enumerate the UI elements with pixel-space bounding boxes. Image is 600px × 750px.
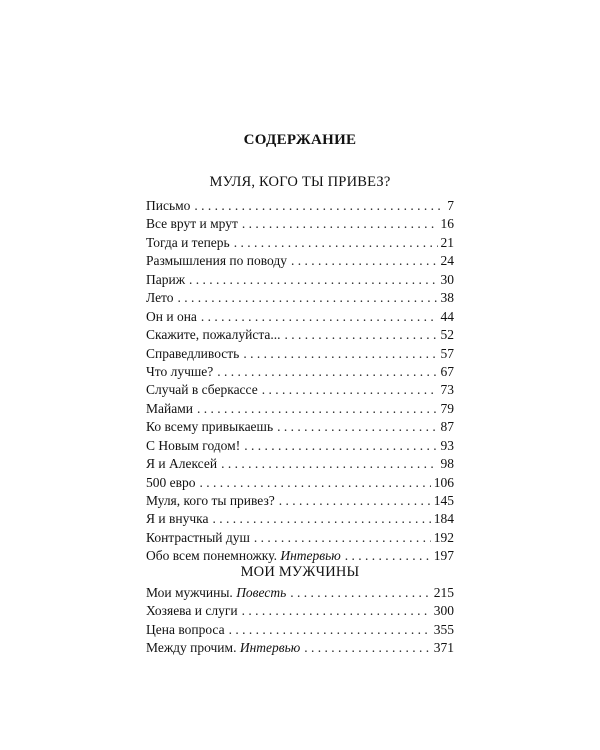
toc-entry-title: [146, 602, 238, 620]
toc-entry-page-number: 371: [433, 640, 454, 656]
dot-leader: [285, 326, 438, 344]
dot-leader: [290, 584, 431, 602]
toc-entry-title: [146, 418, 273, 436]
toc-entry-title-text: С Новым годом!: [146, 437, 241, 453]
toc-entry-page-number: 98: [440, 456, 454, 472]
toc-entry: [146, 529, 454, 547]
toc-entry-title: [146, 308, 197, 326]
dot-leader: [277, 418, 437, 436]
dot-leader: [345, 547, 431, 565]
toc-entry-title-text: Я и внучка: [146, 511, 209, 527]
contents-heading: СОДЕРЖАНИЕ: [243, 132, 357, 148]
toc-entry-title: [146, 289, 174, 307]
toc-entry-page-number: 184: [433, 511, 454, 527]
toc-entry: [146, 510, 454, 528]
toc-entry: [146, 197, 454, 215]
toc-entry-title: [146, 639, 300, 657]
toc-entry-title: [146, 621, 225, 639]
toc-entry: [146, 584, 454, 602]
dot-leader: [197, 400, 438, 418]
toc-entry: [146, 308, 454, 326]
toc-entry: [146, 474, 454, 492]
dot-leader: [229, 621, 431, 639]
toc-entry-page-number: 44: [440, 308, 454, 324]
toc-entry-title: [146, 345, 239, 363]
toc-entry: [146, 289, 454, 307]
toc-entry-page-number: 21: [440, 234, 454, 250]
toc-entry-page-number: 52: [440, 327, 454, 343]
dot-leader: [304, 639, 430, 657]
toc-entry-title-text: Размышления по поводу: [146, 253, 287, 269]
toc-entry: [146, 400, 454, 418]
toc-entry-page-number: 93: [440, 437, 454, 453]
toc-entry-title: [146, 326, 281, 344]
toc-entry-page-number: 73: [440, 382, 454, 398]
toc-entry-title-text: Контрастный душ: [146, 529, 250, 545]
dot-leader: [194, 197, 444, 215]
toc-entry-title-text: Майами: [146, 400, 193, 416]
toc-entry-title-text: Я и Алексей: [146, 456, 218, 472]
toc-entry: [146, 363, 454, 381]
dot-leader: [189, 271, 437, 289]
toc-entry-title: [146, 234, 230, 252]
toc-entry-page-number: 355: [433, 621, 454, 637]
section-title: МУЛЯ, КОГО ТЫ ПРИВЕЗ?: [209, 174, 391, 190]
dot-leader: [262, 381, 438, 399]
toc-entry-page-number: 197: [433, 548, 454, 564]
toc-entry-title-text: Мои мужчины.: [146, 585, 233, 600]
dot-leader: [212, 510, 430, 528]
dot-leader: [178, 289, 438, 307]
toc-entry-page-number: 24: [440, 253, 454, 269]
toc-entry: [146, 252, 454, 270]
toc-entry-title-text: Что лучше?: [146, 363, 214, 379]
toc-entry-title: [146, 474, 196, 492]
toc-entry-title: [146, 400, 193, 418]
dot-leader: [201, 308, 438, 326]
toc-entry-page-number: 145: [433, 493, 454, 508]
dot-leader: [244, 437, 437, 455]
toc-entry-title: [146, 437, 240, 455]
toc-entry-title: [146, 455, 217, 473]
dot-leader: [217, 363, 437, 381]
toc-entry-title: [146, 363, 213, 381]
toc-entry: [146, 492, 454, 510]
toc-entry-title: [146, 529, 250, 547]
dot-leader: [279, 492, 431, 510]
dot-leader: [234, 234, 438, 252]
toc-entry-title-text: Скажите, пожалуйста...: [146, 327, 281, 343]
section-title: МОИ МУЖЧИНЫ: [240, 564, 360, 580]
toc-entry-page-number: 16: [440, 216, 454, 232]
toc-entry-title: [146, 252, 287, 270]
toc-entry: [146, 381, 454, 399]
toc-entry: [146, 326, 454, 344]
toc-entry-title-text: Париж: [146, 271, 186, 287]
toc-entry-title: [146, 271, 185, 289]
toc-entry-title-text: Все врут и мрут: [146, 216, 238, 232]
toc-entry: [146, 455, 454, 473]
toc-entry-subtitle: Интервью: [239, 640, 301, 656]
toc-entry-title-text: Между прочим.: [146, 640, 237, 656]
toc-entry: [146, 271, 454, 289]
toc-entry: [146, 437, 454, 455]
dot-leader: [242, 215, 438, 233]
dot-leader: [243, 345, 437, 363]
toc-entry-page-number: 7: [447, 198, 454, 213]
dot-leader: [291, 252, 438, 270]
toc-entry: [146, 234, 454, 252]
toc-entry-page-number: 192: [433, 529, 454, 545]
toc-entry: [146, 345, 454, 363]
toc-list: [146, 197, 454, 566]
toc-entry-title: [146, 197, 190, 215]
toc-entry-title-text: Случай в сберкассе: [146, 382, 258, 398]
toc-list: [146, 584, 454, 658]
toc-entry-page-number: 30: [440, 271, 454, 287]
toc-entry-title-text: Тогда и теперь: [146, 234, 230, 250]
toc-entry-page-number: 38: [440, 290, 454, 306]
toc-entry: [146, 418, 454, 436]
toc-entry-subtitle: Повесть: [236, 585, 287, 600]
toc-entry-title: [146, 510, 208, 528]
toc-entry: [146, 639, 454, 657]
dot-leader: [200, 474, 431, 492]
toc-entry-page-number: 79: [440, 400, 454, 416]
dot-leader: [221, 455, 437, 473]
toc-entry-title-text: Справедливость: [146, 345, 240, 361]
toc-entry-title-text: Ко всему привыкаешь: [146, 419, 274, 435]
toc-entry-title: [146, 547, 341, 565]
toc-entry: [146, 602, 454, 620]
toc-entry: [146, 621, 454, 639]
toc-entry-title-text: Обо всем понемножку.: [146, 548, 277, 564]
toc-entry-page-number: 67: [440, 363, 454, 379]
toc-entry: [146, 547, 454, 565]
dot-leader: [254, 529, 431, 547]
toc-entry-title-text: Цена вопроса: [146, 621, 225, 637]
toc-entry-page-number: 87: [440, 419, 454, 435]
toc-entry-title-text: 500 евро: [146, 474, 196, 490]
dot-leader: [242, 602, 431, 620]
toc-entry-page-number: 106: [433, 474, 454, 490]
toc-entry-title: [146, 584, 286, 602]
toc-entry-title: [146, 492, 275, 510]
toc-entry-subtitle: Интервью: [280, 548, 341, 564]
toc-entry-title-text: Лето: [146, 290, 174, 306]
toc-entry-title-text: Хозяева и слуги: [146, 603, 238, 619]
toc-entry-title-text: Письмо: [146, 198, 191, 213]
toc-entry-title: [146, 215, 238, 233]
toc-entry-page-number: 57: [440, 345, 454, 361]
toc-entry-page-number: 215: [433, 585, 454, 600]
toc-entry-page-number: 300: [433, 603, 454, 619]
toc-entry-title-text: Муля, кого ты привез?: [146, 493, 275, 508]
toc-entry-title-text: Он и она: [146, 308, 197, 324]
toc-entry-title: [146, 381, 258, 399]
toc-entry: [146, 215, 454, 233]
